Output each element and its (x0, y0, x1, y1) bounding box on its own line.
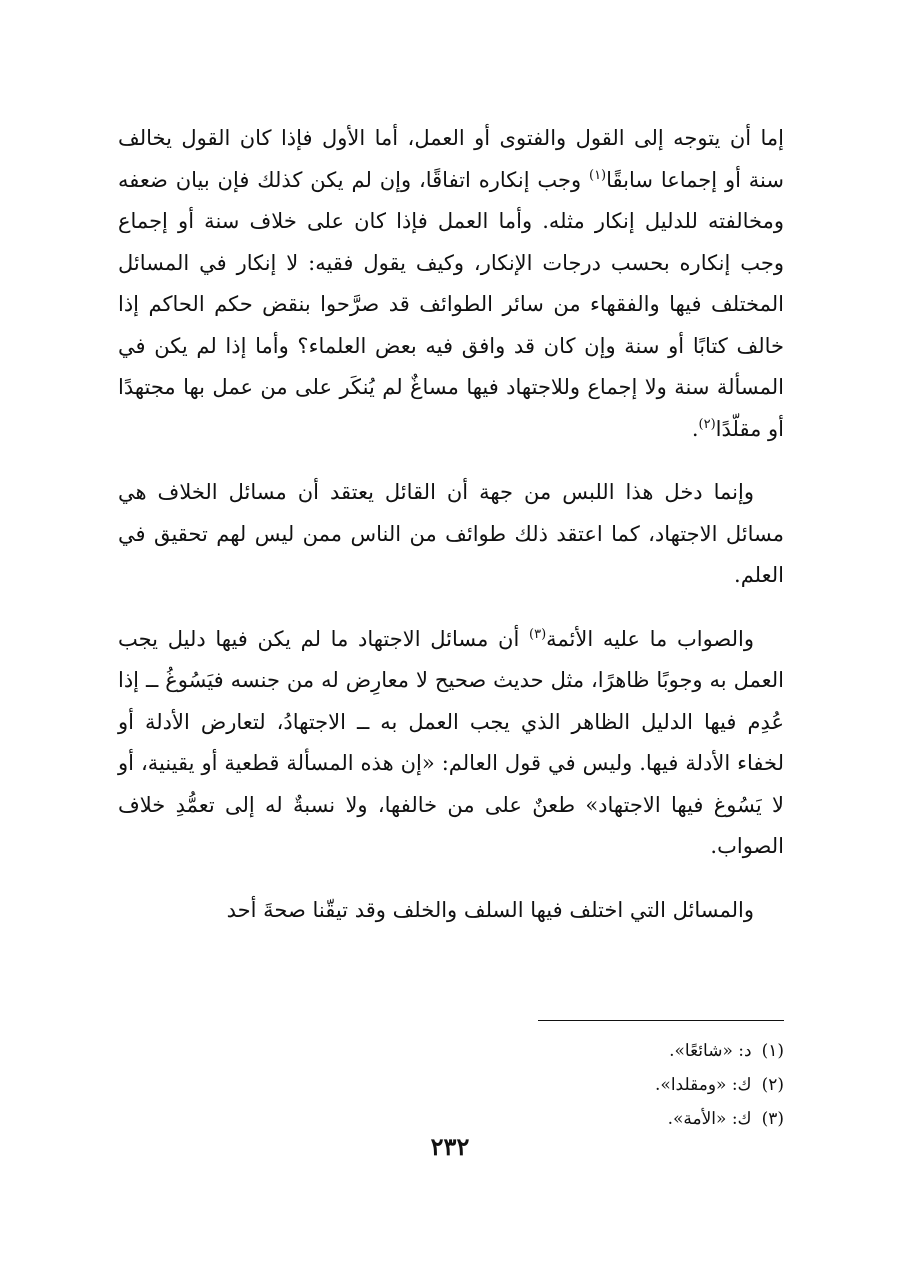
footnote-2 (450, 1068, 784, 1102)
paragraph-text: إما أن يتوجه إلى القول والفتوى أو العمل، أما الأول فإذا كان القول يخالف سنة أو إجماعا سابقًا (118, 126, 784, 192)
footnote-text: ك: «الأمة». (667, 1109, 752, 1129)
paragraph-4 (118, 890, 784, 932)
paragraph-2 (118, 472, 784, 597)
footnote-ref-1[interactable]: (١) (588, 167, 607, 183)
footnote-separator (538, 1020, 784, 1021)
footnotes (450, 1034, 784, 1136)
footnote-3 (450, 1102, 784, 1136)
paragraph-text: والصواب ما عليه الأئمة (546, 626, 755, 651)
page-number: ٢٣٢ (430, 1132, 470, 1161)
footnote-text: د: «شائعًا». (669, 1041, 752, 1061)
footnote-1 (450, 1034, 784, 1068)
paragraph-text: أن مسائل الاجتهاد ما لم يكن فيها دليل يجب العمل به وجوبًا ظاهرًا، مثل حديث صحيح لا معارِض له من جنسه فيَسُوغُ ــ إذا عُدِم فيها الدليل الظاهر الذي يجب العمل به ــ الاجتهادُ، لتعارض الأدلة أو لخفاء الأدلة فيها. وليس في قول العالم: «إن هذه المسألة قطعية أو يقينية، أو لا يَسُوغ فيها الاجتهاد» طعنٌ على من خالفها، ولا نسبةٌ له إلى تعمُّدِ خلاف الصواب. (118, 626, 784, 858)
paragraph-text: وإنما دخل هذا اللبس من جهة أن القائل يعتقد أن مسائل الخلاف هي مسائل الاجتهاد، كما اعتقد ذلك طوائف من الناس ممن ليس لهم تحقيق في العلم. (118, 480, 784, 587)
paragraph-text: . (691, 416, 699, 441)
footnote-number: (٣) (761, 1109, 784, 1129)
paragraph-3 (118, 619, 784, 868)
paragraph-text: والمسائل التي اختلف فيها السلف والخلف وقد تيقّنا صحةَ أحد (226, 897, 754, 922)
footnote-number: (٢) (761, 1075, 784, 1095)
paragraph-1 (118, 118, 784, 450)
main-text (118, 118, 784, 953)
footnote-text: ك: «ومقلدا». (655, 1075, 752, 1095)
footnote-ref-2[interactable]: (٢) (698, 416, 716, 432)
paragraph-text: وجب إنكاره اتفاقًا، وإن لم يكن كذلك فإن بيان ضعفه ومخالفته للدليل إنكار مثله. وأما العمل فإذا كان على خلاف سنة أو إجماع وجب إنكاره بحسب درجات الإنكار، وكيف يقول فقيه: لا إنكار في المسائل المختلف فيها والفقهاء من سائر الطوائف قد صرَّحوا بنقض حكم الحاكم إذا خالف كتابًا أو سنة وإن كان قد وافق فيه بعض العلماء؟ وأما إذا لم يكن في المسألة سنة ولا إجماع وللاجتهاد فيها مساغٌ لم يُنكَر على من عمل بها مجتهدًا أو مقلّدًا (118, 167, 784, 441)
footnote-ref-3[interactable]: (٣) (529, 626, 547, 642)
footnote-number: (١) (761, 1041, 784, 1061)
